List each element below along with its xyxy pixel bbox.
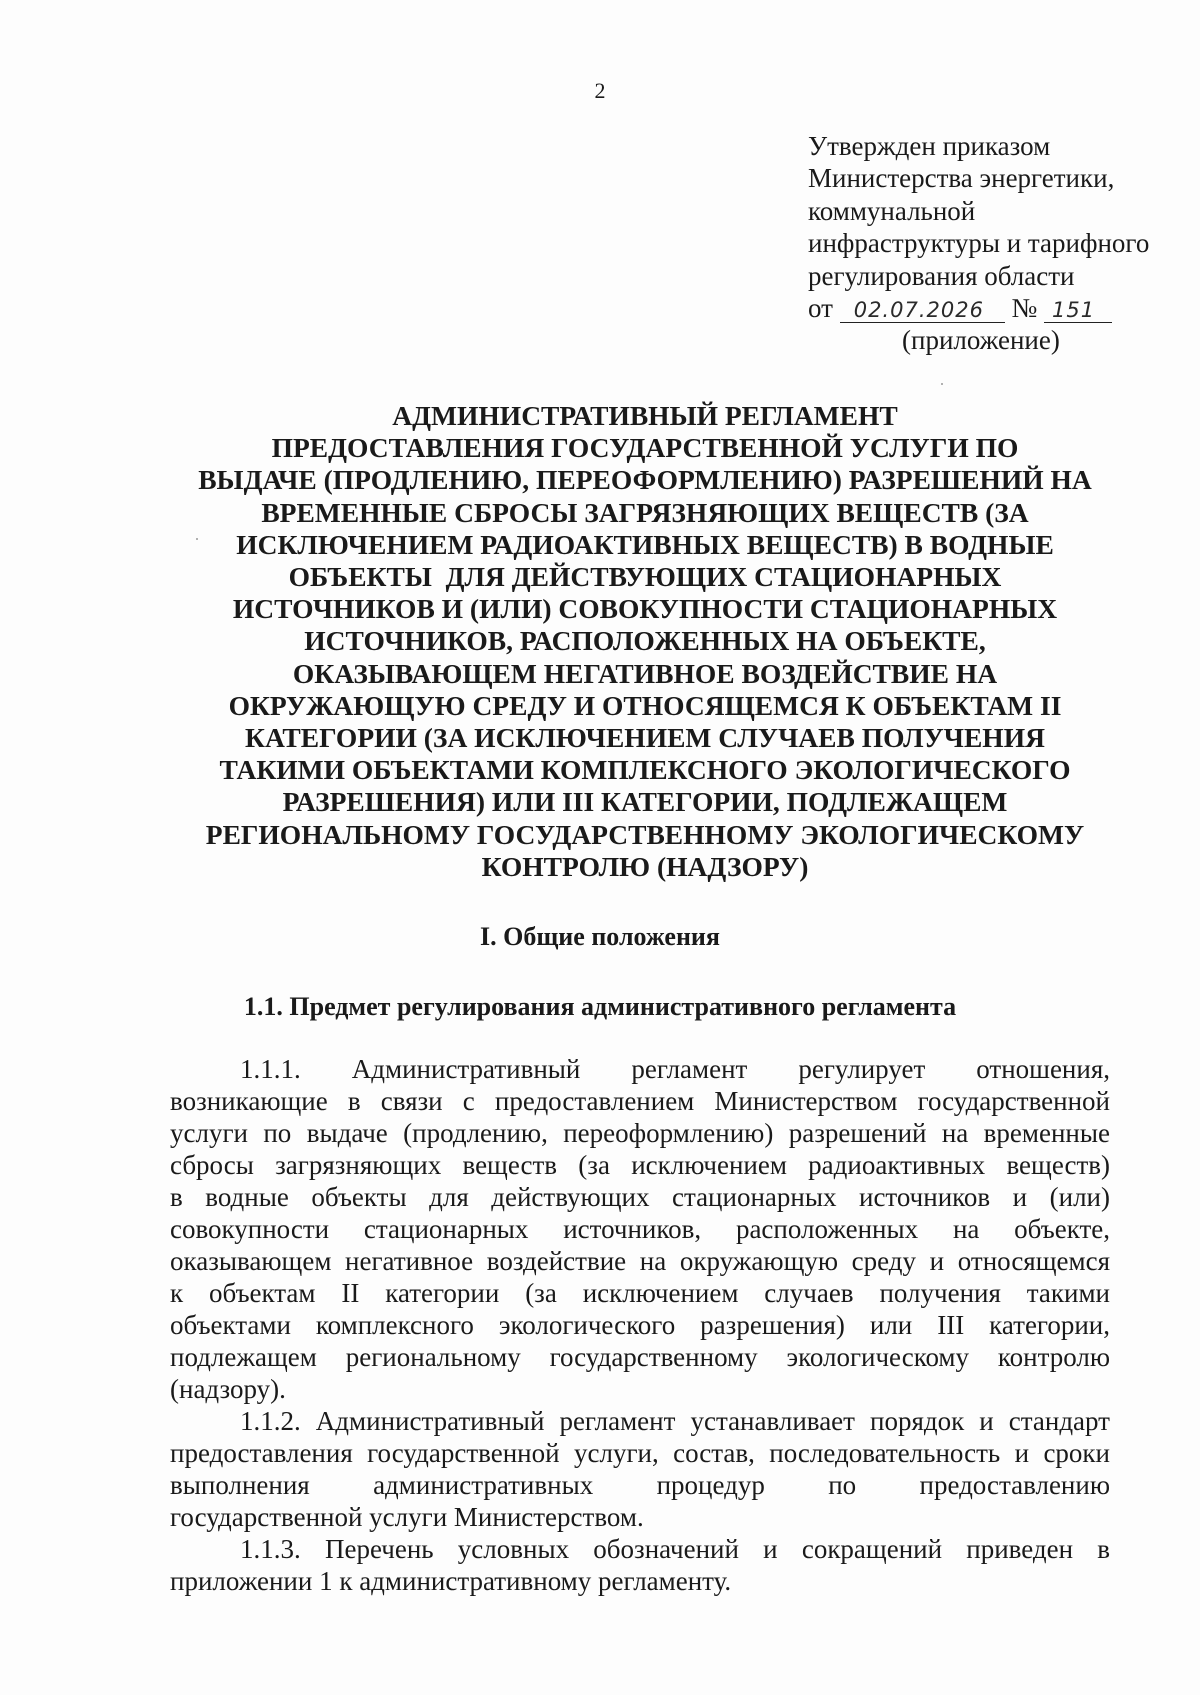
paragraph-line: совокупности стационарных источников, расположенных на объекте, — [170, 1214, 1110, 1244]
approval-date-line — [808, 292, 1188, 324]
approval-line: инфраструктуры и тарифного — [808, 228, 1150, 259]
handwritten-date: 02.07.2026 — [840, 298, 1005, 323]
title-line: ТАКИМИ ОБЪЕКТАМИ КОМПЛЕКСНОГО ЭКОЛОГИЧЕСКОГО — [219, 754, 1071, 786]
paragraph-line: к объектам II категории (за исключением случаев получения такими — [170, 1278, 1110, 1308]
paragraph-line: 1.1.3. Перечень условных обозначений и сокращений приведен в — [240, 1534, 1110, 1564]
body-text — [170, 1053, 1110, 1597]
paragraph-line: 1.1.2. Административный регламент устанавливает порядок и стандарт — [240, 1406, 1110, 1436]
handwritten-number: 151 — [1044, 298, 1112, 323]
paragraph-line: 1.1.1. Административный регламент регулирует отношения, — [240, 1054, 1110, 1084]
approval-block — [808, 130, 1188, 357]
title-line: КАТЕГОРИИ (ЗА ИСКЛЮЧЕНИЕМ СЛУЧАЕВ ПОЛУЧЕНИЯ — [245, 722, 1045, 754]
section-heading: I. Общие положения — [480, 922, 720, 951]
title-line: КОНТРОЛЮ (НАДЗОРУ) — [481, 850, 809, 882]
title-line: РЕГИОНАЛЬНОМУ ГОСУДАРСТВЕННОМУ ЭКОЛОГИЧЕСКОМУ — [205, 818, 1085, 850]
title-line: ИСТОЧНИКОВ И (ИЛИ) СОВОКУПНОСТИ СТАЦИОНАРНЫХ — [232, 593, 1058, 625]
scan-speck — [196, 538, 198, 540]
approval-line: регулирования области — [808, 260, 1075, 291]
approval-line: Министерства энергетики, — [808, 163, 1115, 194]
page-number: 2 — [594, 78, 606, 103]
title-line: ОКАЗЫВАЮЩЕМ НЕГАТИВНОЕ ВОЗДЕЙСТВИЕ НА — [292, 657, 998, 689]
title-line: ИСКЛЮЧЕНИЕМ РАДИОАКТИВНЫХ ВЕЩЕСТВ) В ВОДНЫЕ — [236, 528, 1054, 560]
approval-line: коммунальной — [808, 195, 976, 226]
paragraph-line: выполнения административных процедур по предоставлению — [170, 1470, 1110, 1500]
title-line: ВРЕМЕННЫЕ СБРОСЫ ЗАГРЯЗНЯЮЩИХ ВЕЩЕСТВ (ЗА — [261, 496, 1029, 528]
paragraph-line: приложении 1 к административному регламенту. — [170, 1566, 732, 1596]
title-line: ОБЪЕКТЫ ДЛЯ ДЕЙСТВУЮЩИХ СТАЦИОНАРНЫХ — [288, 561, 1002, 593]
paragraph-line: возникающие в связи с предоставлением Министерством государственной — [170, 1086, 1110, 1116]
title-line: ИСТОЧНИКОВ, РАСПОЛОЖЕННЫХ НА ОБЪЕКТЕ, — [304, 625, 986, 657]
paragraph-line: объектами комплексного экологического разрешения) или III категории, — [170, 1310, 1110, 1340]
title-line: РАЗРЕШЕНИЯ) ИЛИ III КАТЕГОРИИ, ПОДЛЕЖАЩЕМ — [282, 786, 1008, 818]
paragraph-line: подлежащем региональному государственному экологическому контролю — [170, 1342, 1110, 1372]
paragraph-line: государственной услуги Министерством. — [170, 1502, 644, 1532]
approval-note: (приложение) — [902, 325, 1060, 356]
paragraph-line: сбросы загрязняющих веществ (за исключением радиоактивных веществ) — [170, 1150, 1110, 1180]
approval-line: Утвержден приказом — [808, 131, 1051, 161]
paragraph-line: предоставления государственной услуги, состав, последовательность и сроки — [170, 1438, 1110, 1468]
date-prefix: от — [808, 293, 833, 324]
paragraph-line: (надзору). — [170, 1374, 286, 1404]
number-prefix: № — [1011, 293, 1038, 324]
title-line: ОКРУЖАЮЩУЮ СРЕДУ И ОТНОСЯЩЕМСЯ К ОБЪЕКТАМ II — [228, 689, 1062, 721]
paragraph-line: услуги по выдаче (продлению, переоформлению) разрешений на временные — [170, 1118, 1110, 1148]
paragraph-line: в водные объекты для действующих стационарных источников и (или) — [170, 1182, 1110, 1212]
paragraph-line: оказывающем негативное воздействие на окружающую среду и относящемся — [170, 1246, 1110, 1276]
title-line: АДМИНИСТРАТИВНЫЙ РЕГЛАМЕНТ — [392, 400, 898, 431]
scan-speck — [941, 383, 943, 385]
subsection-heading: 1.1. Предмет регулирования административного регламента — [243, 992, 957, 1021]
title-line: ПРЕДОСТАВЛЕНИЯ ГОСУДАРСТВЕННОЙ УСЛУГИ ПО — [271, 432, 1019, 464]
document-title — [170, 400, 1120, 883]
title-line: ВЫДАЧЕ (ПРОДЛЕНИЮ, ПЕРЕОФОРМЛЕНИЮ) РАЗРЕШЕНИЙ НА — [198, 464, 1092, 496]
